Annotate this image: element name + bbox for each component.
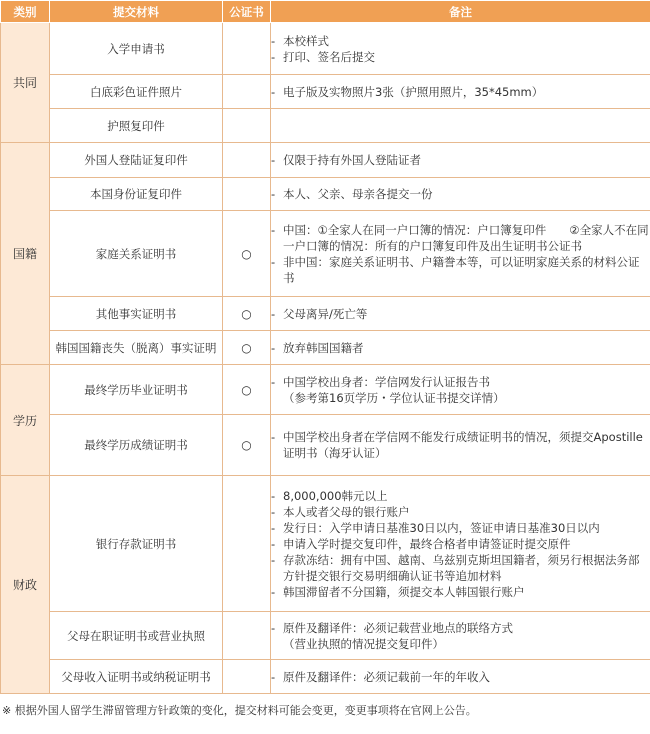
remark-item: [271, 620, 650, 652]
table-row: [1, 109, 650, 143]
table-row: [1, 331, 650, 365]
table-row: [1, 612, 650, 660]
category-education: 学历: [1, 365, 50, 476]
remark-item: - 电子版及实物照片3张（护照用照片，35*45mm）: [271, 84, 650, 100]
table-row: [1, 23, 650, 75]
document-name: 外国人登陆证复印件: [50, 143, 223, 178]
remark-item: - 中国学校出身者在学信网不能发行成绩证明书的情况，须提交Apostille证明书（海牙认证）: [271, 429, 650, 461]
remark-item: - 存款冻结：拥有中国、越南、乌兹别克斯坦国籍者，须另行根据法务部方针提交银行交易明细确认证书等追加材料: [271, 552, 650, 584]
notary-mark: ○: [223, 415, 271, 476]
remark-subtext: （参考第16页学历・学位认证书提交详情）: [283, 390, 505, 405]
notary-mark: [223, 612, 271, 660]
table-row: [1, 297, 650, 331]
remarks-cell: [271, 23, 650, 75]
document-name: 最终学历成绩证明书: [50, 415, 223, 476]
remark-item: - 本人、父亲、母亲各提交一份: [271, 186, 650, 202]
remarks-cell: [271, 365, 650, 415]
notary-mark: [223, 75, 271, 109]
remarks-cell: [271, 476, 650, 612]
footnote: ※ 根据外国人留学生滞留管理方针政策的变化，提交材料可能会变更，变更事项将在官网上公告。: [2, 704, 477, 717]
table-row: [1, 476, 650, 612]
document-name: 银行存款证明书: [50, 476, 223, 612]
category-finance: 财政: [1, 476, 50, 694]
header-remarks: 备注: [271, 1, 650, 23]
remark-text: 中国学校出身者：学信网发行认证报告书: [283, 374, 490, 389]
document-name: 家庭关系证明书: [50, 211, 223, 297]
notary-mark: [223, 109, 271, 143]
notary-mark: [223, 476, 271, 612]
remarks-cell: [271, 612, 650, 660]
notary-mark: ○: [223, 211, 271, 297]
remarks-cell: [271, 415, 650, 476]
remark-item: - 韩国滞留者不分国籍，须提交本人韩国银行账户: [271, 584, 650, 600]
document-name: 最终学历毕业证明书: [50, 365, 223, 415]
notary-mark: ○: [223, 331, 271, 365]
header-notary: 公证书: [223, 1, 271, 23]
remark-item: - 申请入学时提交复印件，最终合格者申请签证时提交原件: [271, 536, 650, 552]
document-name: 其他事实证明书: [50, 297, 223, 331]
remarks-cell: [271, 331, 650, 365]
remark-item: [271, 374, 650, 406]
document-name: 父母收入证明书或纳税证明书: [50, 660, 223, 694]
header-document: 提交材料: [50, 1, 223, 23]
table-header-row: [1, 1, 650, 23]
remarks-cell: [271, 143, 650, 178]
remark-item: - 8,000,000韩元以上: [271, 488, 650, 504]
table-row: [1, 75, 650, 109]
remark-subtext: （营业执照的情况提交复印件）: [283, 636, 444, 651]
notary-mark: ○: [223, 365, 271, 415]
notary-mark: [223, 143, 271, 178]
remark-item: - 本校样式: [271, 33, 650, 49]
remark-item: - 打印、签名后提交: [271, 49, 650, 65]
category-common: 共同: [1, 23, 50, 143]
remarks-cell: [271, 211, 650, 297]
remark-item: - 放弃韩国国籍者: [271, 340, 650, 356]
table-row: [1, 143, 650, 178]
remarks-cell: [271, 75, 650, 109]
notary-mark: [223, 178, 271, 211]
remark-item: - 发行日：入学申请日基准30日以内，签证申请日基准30日以内: [271, 520, 650, 536]
document-name: 入学申请书: [50, 23, 223, 75]
document-name: 护照复印件: [50, 109, 223, 143]
remark-item: - 仅限于持有外国人登陆证者: [271, 152, 650, 168]
table-row: [1, 415, 650, 476]
header-category: 类别: [1, 1, 50, 23]
category-nationality: 国籍: [1, 143, 50, 365]
remark-item: - 非中国：家庭关系证明书、户籍誊本等，可以证明家庭关系的材料公证书: [271, 254, 650, 286]
remarks-cell: [271, 660, 650, 694]
remark-item: - 本人或者父母的银行账户: [271, 504, 650, 520]
document-name: 本国身份证复印件: [50, 178, 223, 211]
remarks-cell: [271, 178, 650, 211]
table-row: [1, 660, 650, 694]
table-row: [1, 178, 650, 211]
table-row: [1, 211, 650, 297]
notary-mark: [223, 660, 271, 694]
remark-item: - 原件及翻译件：必须记载前一年的年收入: [271, 669, 650, 685]
remarks-cell: [271, 297, 650, 331]
document-name: 韩国国籍丧失（脱离）事实证明: [50, 331, 223, 365]
remark-item: - 中国：①全家人在同一户口簿的情况：户口簿复印件 ②全家人不在同一户口簿的情况：所有的户口簿复印件及出生证明书公证书: [271, 222, 650, 254]
document-name: 父母在职证明书或营业执照: [50, 612, 223, 660]
remark-text: 原件及翻译件：必须记载营业地点的联络方式: [283, 620, 513, 635]
table-row: [1, 365, 650, 415]
notary-mark: ○: [223, 297, 271, 331]
remarks-cell: [271, 109, 650, 143]
document-name: 白底彩色证件照片: [50, 75, 223, 109]
remark-item: - 父母离异/死亡等: [271, 306, 650, 322]
notary-mark: [223, 23, 271, 75]
